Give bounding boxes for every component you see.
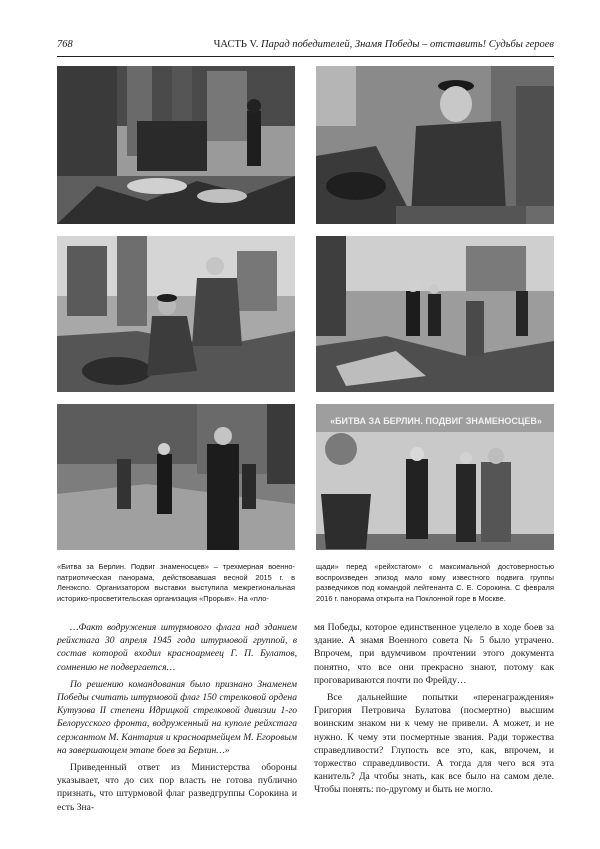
caption-right: щади» перед «рейхстагом» с максимальной достоверностью воспроизведен эпизод мало кому известного подвига группы разведчиков под командой лейтенанта С. Е. Сорокина. С февраля 2016 г. панорама открыта на Поклонной горе в Москве. bbox=[316, 562, 554, 603]
body-paragraph: мя Победы, которое единственное уцелело в ходе боев за здание. А знамя Военного совета № 5 было утрачено. Впрочем, при вдумчивом прочтении этого документа понятно, что все они прекрасно знают, потому как проговариваются почти по Фрейду… bbox=[314, 622, 554, 686]
part-label: ЧАСТЬ V. bbox=[213, 39, 259, 50]
body-column-right bbox=[314, 621, 554, 801]
running-title bbox=[214, 39, 554, 50]
photo-battle-scene bbox=[57, 66, 295, 224]
body-paragraph: …Факт водружения штурмового флага над зданием рейхстага 30 апреля 1945 года штурмовой группой, в состав которой входил красноармеец Г. П. Булатов, сомнению не подвергается… bbox=[57, 622, 297, 673]
banner-title: «БИТВА ЗА БЕРЛИН. ПОДВИГ ЗНАМЕНОСЦЕВ» bbox=[330, 416, 542, 426]
header-rule bbox=[57, 56, 554, 57]
body-column-left bbox=[57, 621, 297, 818]
chapter-title: Парад победителей, Знамя Победы – отставить! Судьбы героев bbox=[261, 39, 554, 50]
photo-soldier-close-up bbox=[316, 66, 554, 224]
photo-officials-tour bbox=[57, 404, 295, 550]
body-paragraph: Приведенный ответ из Министерства обороны указывает, что до сих пор власть не готова публично признать, что штурмовой флаг разведгруппы Сорокина и есть Зна- bbox=[57, 762, 297, 813]
photo-opening-ceremony bbox=[316, 404, 554, 550]
caption-left: «Битва за Берлин. Подвиг знаменосцев» – трехмерная военно-патриотическая панорама, действовавшая весной 2015 г. в Ленэкспо. Организатором выставки выступила межрегиональная историко-просветительская организация «Прорыв». На «пло- bbox=[57, 562, 295, 603]
body-paragraph: По решению командования было признано Знаменем Победы считать штурмовой флаг 150 стрелковой ордена Кутузова II степени Идрицкой стрелковой дивизии 1-го Белорусского фронта, водруженный на куполе рейхстага сержантом М. Кантария и красноармейцем М. Егоровым на завершающем этапе боев за Берлин…» bbox=[57, 678, 297, 756]
photo-visitors-panorama bbox=[316, 236, 554, 392]
page-header bbox=[57, 39, 554, 55]
page-number: 768 bbox=[57, 39, 73, 50]
photo-soldier-crouching bbox=[57, 236, 295, 392]
body-paragraph: Все дальнейшие попытки «перенаграждения» Григория Петровича Булатова (посмертно) высшим воинским знаком ни к чему не привели. А может, и не нужно. К чему эти посмертные звания. Ради торжества справедливости? Глупость все это, как, впрочем, и торжество справедливости. А тогда для чего вся эта канитель? Да чтобы знать, как все было на самом деле. Чтобы понять: по-другому и быть не могло. bbox=[314, 692, 554, 796]
